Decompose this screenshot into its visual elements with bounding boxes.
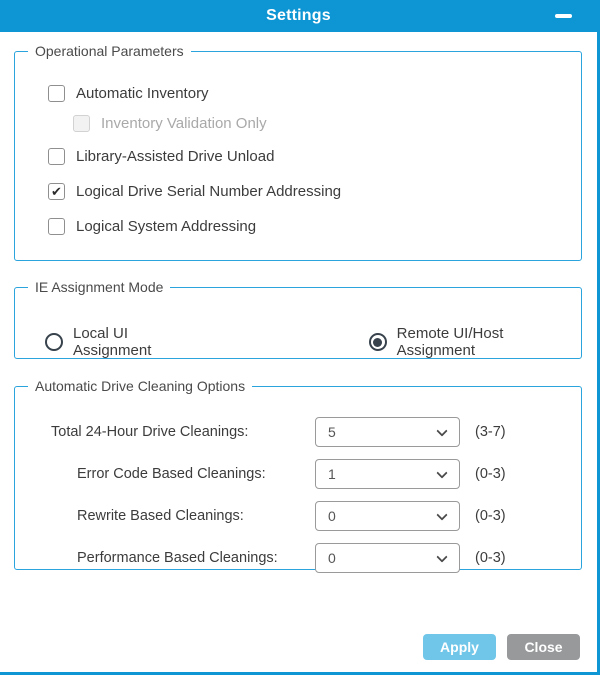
cleaning-row-error-code <box>15 459 581 489</box>
dialog-content <box>0 43 597 570</box>
range-hint: (0-3) <box>475 466 506 482</box>
cleaning-row-performance <box>15 543 581 573</box>
checkbox-label: Logical Drive Serial Number Addressing <box>76 183 342 200</box>
radio-local-ui-assignment[interactable] <box>45 325 207 359</box>
select-performance-based-cleanings[interactable] <box>315 543 460 573</box>
cleaning-row-total <box>15 417 581 447</box>
chevron-down-icon <box>436 467 447 478</box>
ie-assignment-mode-legend: IE Assignment Mode <box>35 279 164 295</box>
radio-list <box>15 295 581 359</box>
range-hint: (0-3) <box>475 508 506 524</box>
checkbox-box <box>48 85 65 102</box>
select-error-code-based-cleanings[interactable] <box>315 459 460 489</box>
checkbox-library-assisted-drive-unload[interactable] <box>48 148 581 165</box>
checkbox-automatic-inventory[interactable] <box>48 85 581 102</box>
select-value: 1 <box>328 466 336 482</box>
checkbox-list <box>15 59 581 235</box>
checkbox-box <box>48 183 65 200</box>
checkbox-label: Inventory Validation Only <box>101 115 267 132</box>
checkbox-box <box>48 148 65 165</box>
chevron-down-icon <box>436 509 447 520</box>
checkbox-label: Logical System Addressing <box>76 218 257 235</box>
drive-cleaning-options-legend: Automatic Drive Cleaning Options <box>35 378 246 394</box>
select-value: 5 <box>328 424 336 440</box>
cleaning-label: Total 24-Hour Drive Cleanings: <box>51 424 249 440</box>
radio-label: Local UI Assignment <box>73 325 152 359</box>
title-bar <box>0 0 597 32</box>
checkbox-box <box>73 115 90 132</box>
cleaning-label: Performance Based Cleanings: <box>77 550 278 566</box>
cleaning-row-rewrite <box>15 501 581 531</box>
select-total-24-hour-drive-cleanings[interactable] <box>315 417 460 447</box>
checkbox-label: Library-Assisted Drive Unload <box>76 148 275 165</box>
select-rewrite-based-cleanings[interactable] <box>315 501 460 531</box>
select-value: 0 <box>328 508 336 524</box>
radio-remote-ui-host-assignment[interactable] <box>369 325 581 359</box>
checkbox-inventory-validation-only <box>73 115 581 132</box>
cleaning-label: Error Code Based Cleanings: <box>77 466 266 482</box>
checkbox-label: Automatic Inventory <box>76 85 209 102</box>
cleaning-list <box>15 394 581 573</box>
range-hint: (3-7) <box>475 424 506 440</box>
ie-assignment-mode-group <box>14 279 582 359</box>
checkbox-box <box>48 218 65 235</box>
radio-icon <box>45 333 63 351</box>
select-value: 0 <box>328 550 336 566</box>
checkbox-logical-drive-serial-number-addressing[interactable] <box>48 183 581 200</box>
apply-button[interactable]: Apply <box>423 634 496 660</box>
checkbox-logical-system-addressing[interactable] <box>48 218 581 235</box>
chevron-down-icon <box>436 425 447 436</box>
close-button[interactable]: Close <box>507 634 580 660</box>
cleaning-label: Rewrite Based Cleanings: <box>77 508 244 524</box>
drive-cleaning-options-group <box>14 378 582 570</box>
operational-parameters-legend: Operational Parameters <box>35 43 184 59</box>
dialog-title: Settings <box>266 7 331 24</box>
operational-parameters-group <box>14 43 582 261</box>
radio-label: Remote UI/Host Assignment <box>396 325 504 359</box>
dialog-footer <box>423 634 580 660</box>
minimize-button[interactable] <box>551 0 575 32</box>
range-hint: (0-3) <box>475 550 506 566</box>
radio-dot <box>373 338 382 347</box>
check-icon: ✔ <box>51 183 62 199</box>
minimize-icon <box>555 14 572 18</box>
radio-dot <box>50 338 59 347</box>
radio-icon <box>369 333 387 351</box>
chevron-down-icon <box>436 551 447 562</box>
